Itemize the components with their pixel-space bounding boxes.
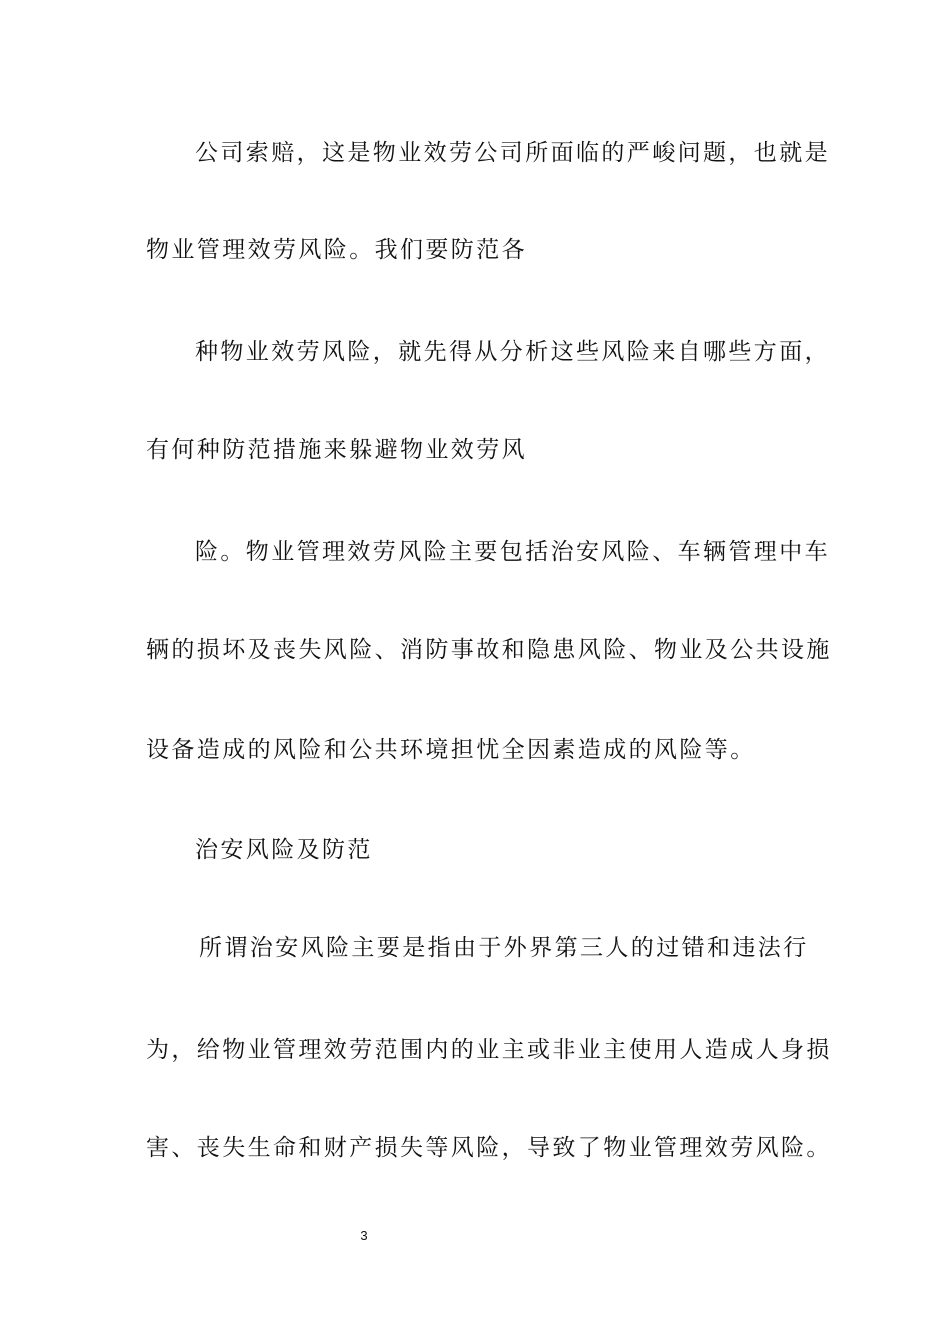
paragraph-line-11: 害、丧失生命和财产损失等风险，导致了物业管理效劳风险。 <box>146 1135 832 1161</box>
paragraph-line-1: 公司索赔，这是物业效劳公司所面临的严峻问题，也就是 <box>195 140 830 166</box>
paragraph-line-3: 种物业效劳风险，就先得从分析这些风险来自哪些方面， <box>195 339 830 365</box>
paragraph-line-7: 设备造成的风险和公共环境担忧全因素造成的风险等。 <box>146 737 756 763</box>
paragraph-line-9: 所谓治安风险主要是指由于外界第三人的过错和违法行 <box>199 935 809 961</box>
paragraph-line-10: 为，给物业管理效劳范围内的业主或非业主使用人造成人身损 <box>146 1037 832 1063</box>
paragraph-line-6: 辆的损坏及丧失风险、消防事故和隐患风险、物业及公共设施 <box>146 637 832 663</box>
page-number: 3 <box>360 1228 368 1243</box>
paragraph-line-5: 险。物业管理效劳风险主要包括治安风险、车辆管理中车 <box>195 539 830 565</box>
section-heading: 治安风险及防范 <box>195 837 373 863</box>
paragraph-line-4: 有何种防范措施来躲避物业效劳风 <box>146 437 527 463</box>
paragraph-line-2: 物业管理效劳风险。我们要防范各 <box>146 237 527 263</box>
